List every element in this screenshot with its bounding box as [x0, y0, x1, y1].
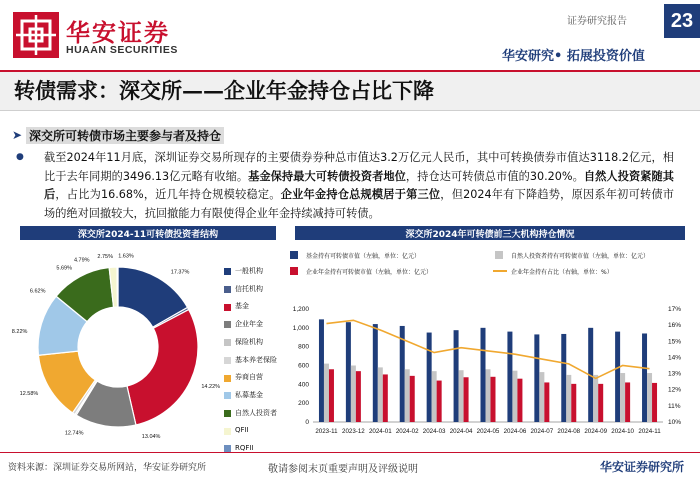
legend-swatch [224, 375, 231, 382]
bar [437, 381, 442, 422]
pie-data-label: 4.79% [73, 257, 90, 264]
section-arrow-icon: ➤ [12, 128, 23, 142]
pie-legend-item [224, 352, 277, 370]
legend-swatch [224, 321, 231, 328]
pie-chart [11, 250, 223, 445]
bar [427, 333, 432, 422]
left-axis-tick: 0 [305, 419, 309, 426]
page-number: 23 [664, 4, 700, 38]
disclaimer: 敬请参阅末页重要声明及评级说明 [268, 464, 418, 475]
pie-legend-item [224, 334, 277, 352]
legend-label: 自然人投资者 [235, 408, 277, 417]
legend-swatch [224, 410, 231, 417]
left-axis-tick: 800 [298, 343, 309, 351]
bar-legend-label: 企业年金持有可转债市值（左轴，单位：亿元） [306, 269, 433, 276]
bar [329, 369, 334, 422]
left-axis-tick: 1,000 [292, 324, 309, 332]
footer-divider [0, 452, 700, 453]
bar [593, 375, 598, 422]
x-axis-tick: 2024-09 [584, 428, 608, 435]
right-axis-tick: 11% [668, 402, 681, 410]
bar [566, 375, 571, 422]
bar [625, 382, 630, 422]
source-note: 资料来源：深圳证券交易所网站，华安证券研究所 [8, 463, 207, 473]
right-axis-tick: 17% [668, 306, 682, 313]
pie-slice [127, 310, 198, 425]
left-axis-tick: 200 [298, 400, 309, 408]
para-text-2: ，持仓达可转债总市值的30.20%。 [405, 169, 584, 183]
bar [507, 332, 512, 422]
legend-label: 基本养老保险 [235, 355, 277, 364]
bar-legend-label: 基金持有可转债市值（左轴，单位：亿元） [306, 253, 421, 260]
bar [454, 330, 459, 422]
legend-swatch [224, 357, 231, 364]
x-axis-tick: 2024-10 [611, 428, 634, 435]
bar [464, 377, 469, 422]
bar-legend-label: 企业年金持有占比（右轴，单位：%） [511, 269, 613, 276]
bar [481, 328, 486, 422]
legend-swatch [224, 304, 231, 311]
legend-label: 信托机构 [235, 284, 263, 293]
x-axis-tick: 2024-01 [368, 428, 392, 435]
bar [378, 367, 383, 422]
x-axis-tick: 2024-04 [449, 428, 473, 435]
para-bold-1: 基金保持最大可转债投资者地位 [248, 169, 406, 183]
bar [652, 383, 657, 422]
pie-legend-item [224, 440, 277, 458]
right-axis-tick: 15% [668, 338, 682, 346]
legend-swatch [224, 286, 231, 293]
legend-swatch [495, 251, 503, 259]
x-axis-tick: 2024-11 [638, 428, 661, 435]
legend-swatch [290, 267, 298, 275]
x-axis-tick: 2024-05 [476, 428, 500, 435]
right-axis-tick: 12% [668, 386, 682, 394]
pie-legend-item [224, 422, 277, 440]
legend-swatch [224, 428, 231, 435]
left-axis-tick: 1,200 [292, 306, 309, 313]
pie-data-label: 13.04% [141, 433, 161, 440]
right-axis-tick: 13% [668, 370, 682, 378]
bullet-icon: ● [16, 152, 24, 162]
pie-data-label: 12.58% [19, 391, 39, 397]
bar [383, 374, 388, 422]
pie-legend-item [224, 387, 277, 405]
slogan: 华安研究• 拓展投资价值 [502, 49, 645, 64]
logo-mark [13, 12, 59, 58]
legend-label: 保险机构 [235, 337, 263, 346]
bar [319, 319, 324, 422]
pie-legend-item [224, 281, 277, 299]
bar [373, 324, 378, 422]
x-axis-tick: 2024-08 [557, 428, 581, 435]
para-text-3: ，占比为16.68%，近几年持仓规模较稳定。 [55, 188, 281, 201]
para-text-1: 截至2024年11月底，深圳证券交易所现存的主要债券券种总市值达3.2万亿元人民币，其中可转换债券市值达3118.2亿元，相比于去年同期的3496.13亿元略有收缩。 [44, 151, 674, 183]
pie-legend-item [224, 263, 277, 281]
legend-swatch [290, 251, 298, 259]
pie-data-label: 12.74% [64, 430, 84, 437]
bar [491, 377, 496, 422]
x-axis-tick: 2024-07 [530, 428, 554, 435]
bar [615, 332, 620, 422]
legend-label: RQFII [235, 444, 254, 453]
x-axis-tick: 2023-12 [342, 428, 365, 435]
pie-data-label: 8.22% [11, 329, 28, 336]
left-axis-tick: 400 [298, 381, 309, 389]
pie-legend-item [224, 298, 277, 316]
pie-data-label: 14.22% [201, 383, 221, 390]
bar [571, 384, 576, 422]
legend-label: QFII [235, 426, 249, 435]
pie-data-label: 5.69% [56, 265, 72, 272]
legend-label: 券商自营 [235, 373, 263, 382]
bar [486, 369, 491, 422]
para-text-4: ，但2024年有下降趋势，原因系年初可转债市场的绝对回撤较大，抗回撤能力有限使得企业年金持续减持可转债。 [44, 188, 674, 220]
bar-chart-title: 深交所2024年可转债前三大机构持仓情况 [295, 226, 685, 240]
legend-swatch [224, 392, 231, 399]
bar [539, 372, 544, 422]
right-axis-tick: 10% [668, 419, 682, 426]
right-axis-tick: 16% [668, 322, 682, 330]
bar [620, 373, 625, 422]
bar [544, 382, 549, 422]
bar [405, 369, 410, 422]
bar [534, 334, 539, 422]
legend-label: 私募基金 [235, 390, 263, 399]
bar [642, 333, 647, 422]
brand-name-en: HUAAN SECURITIES [66, 44, 178, 56]
x-axis-tick: 2024-03 [422, 428, 446, 435]
pie-legend-item [224, 369, 277, 387]
bar [459, 370, 464, 422]
bar [647, 373, 652, 422]
bar [432, 371, 437, 422]
pie-data-label: 6.62% [29, 288, 46, 295]
bar [324, 364, 329, 422]
para-bold-3: 企业年金持仓总规模居于第三位 [280, 188, 441, 201]
bar-legend-label: 自然人投资者持有可转债市值（左轴，单位：亿元） [511, 253, 650, 260]
para-bold-2: 自然人投资紧随其后 [44, 169, 674, 201]
pie-slice [117, 267, 118, 307]
bar [598, 384, 603, 422]
bar [351, 366, 356, 423]
legend-swatch [224, 339, 231, 346]
legend-label: 一般机构 [235, 267, 263, 275]
bar [356, 371, 361, 422]
footer-brand: 华安证券研究所 [600, 460, 685, 474]
pie-legend [224, 263, 277, 458]
section-heading: 深交所可转债市场主要参与者及持仓 [26, 127, 224, 144]
legend-label: 基金 [235, 302, 249, 311]
pie-legend-item [224, 405, 277, 423]
x-axis-tick: 2024-02 [395, 428, 419, 435]
bar [517, 379, 522, 422]
legend-swatch [224, 268, 231, 275]
legend-label: 企业年金 [235, 320, 263, 329]
report-type: 证券研究报告 [567, 16, 627, 27]
bar [346, 322, 351, 422]
pie-legend-item [224, 316, 277, 334]
bar-line-chart [283, 247, 695, 452]
left-axis-tick: 600 [298, 362, 309, 370]
bar [561, 334, 566, 422]
right-axis-tick: 14% [668, 354, 682, 362]
page-title: 转债需求：深交所——企业年金持仓占比下降 [14, 78, 434, 103]
bar [410, 376, 415, 422]
pie-chart-title: 深交所2024-11可转债投资者结构 [20, 226, 276, 240]
x-axis-tick: 2024-06 [503, 428, 527, 435]
pie-data-label: 2.75% [97, 253, 114, 260]
body-paragraph [44, 149, 674, 223]
x-axis-tick: 2023-11 [315, 428, 338, 435]
pie-data-label: 1.63% [118, 253, 134, 260]
bar [512, 371, 517, 422]
pie-data-label: 17.37% [170, 269, 190, 276]
brand-name-cn: 华安证券 [66, 18, 170, 47]
